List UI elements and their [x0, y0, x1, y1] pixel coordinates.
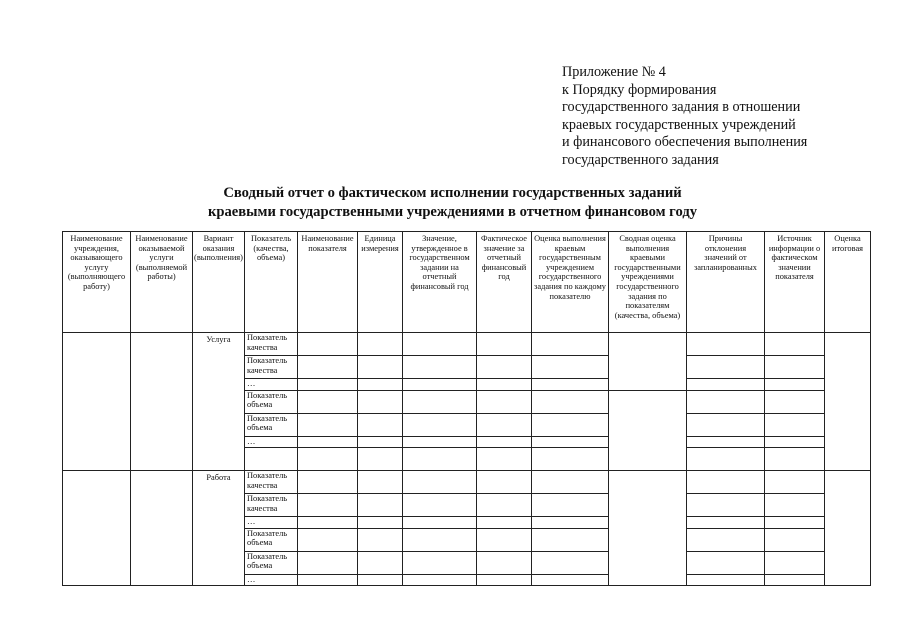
final-evaluation-cell: [825, 471, 871, 586]
title-line-2: краевыми государственными учреждениями в отчетном финансовом году: [207, 204, 697, 220]
actual-value-cell: [477, 494, 532, 517]
appendix-line: государственного задания: [562, 151, 719, 168]
actual-value-cell: [477, 356, 532, 379]
indicator-cell: Показатель объема: [245, 390, 298, 413]
indicator-name-cell: [298, 528, 358, 551]
appendix-line: государственного задания в отношении: [562, 99, 801, 116]
indicator-cell: Показатель качества: [245, 494, 298, 517]
indicator-name-cell: [298, 448, 358, 471]
indicator-cell: Показатель объема: [245, 551, 298, 574]
indicator-cell: Показатель качества: [245, 471, 298, 494]
actual-value-cell: [477, 517, 532, 529]
source-cell: [765, 379, 825, 391]
column-header: Вариант оказания (выполнения): [193, 232, 245, 333]
approved-value-cell: [403, 551, 477, 574]
source-cell: [765, 333, 825, 356]
appendix-line: краевых государственных учреждений: [562, 116, 796, 133]
source-cell: [765, 436, 825, 448]
source-cell: [765, 390, 825, 413]
column-header: Причины отклонения значений от запланированных: [687, 232, 765, 333]
summary-evaluation-cell: [609, 333, 687, 391]
actual-value-cell: [477, 448, 532, 471]
variant-cell: Услуга: [193, 333, 245, 471]
unit-cell: [358, 574, 403, 586]
approved-value-cell: [403, 574, 477, 586]
source-cell: [765, 471, 825, 494]
column-header: Сводная оценка выполнения краевыми государственными учреждениями государственного задания по показателям (качества, объема): [609, 232, 687, 333]
unit-cell: [358, 390, 403, 413]
indicator-cell: …: [245, 517, 298, 529]
indicator-cell: Показатель объема: [245, 528, 298, 551]
evaluation-cell: [532, 551, 609, 574]
column-header: Оценка итоговая: [825, 232, 871, 333]
indicator-cell: [245, 448, 298, 471]
indicator-name-cell: [298, 379, 358, 391]
unit-cell: [358, 413, 403, 436]
evaluation-cell: [532, 413, 609, 436]
approved-value-cell: [403, 448, 477, 471]
source-cell: [765, 356, 825, 379]
evaluation-cell: [532, 471, 609, 494]
deviation-reason-cell: [687, 471, 765, 494]
column-header: Источник информации о фактическом значении показателя: [765, 232, 825, 333]
deviation-reason-cell: [687, 356, 765, 379]
deviation-reason-cell: [687, 517, 765, 529]
column-header: Значение, утвержденное в государственном задании на отчетный финансовый год: [403, 232, 477, 333]
source-cell: [765, 528, 825, 551]
summary-evaluation-cell: [609, 471, 687, 586]
approved-value-cell: [403, 379, 477, 391]
evaluation-cell: [532, 356, 609, 379]
column-header: Оценка выполнения краевым государственным учреждением государственного задания по каждому показателю: [532, 232, 609, 333]
approved-value-cell: [403, 517, 477, 529]
source-cell: [765, 517, 825, 529]
source-cell: [765, 448, 825, 471]
actual-value-cell: [477, 471, 532, 494]
final-evaluation-cell: [825, 333, 871, 471]
approved-value-cell: [403, 413, 477, 436]
approved-value-cell: [403, 356, 477, 379]
title-line-1: Сводный отчет о фактическом исполнении государственных заданий: [223, 185, 682, 201]
indicator-name-cell: [298, 494, 358, 517]
appendix-note: [562, 64, 892, 170]
evaluation-cell: [532, 517, 609, 529]
actual-value-cell: [477, 390, 532, 413]
approved-value-cell: [403, 471, 477, 494]
evaluation-cell: [532, 494, 609, 517]
actual-value-cell: [477, 551, 532, 574]
table-row: [63, 471, 871, 483]
indicator-cell: …: [245, 574, 298, 586]
indicator-name-cell: [298, 413, 358, 436]
indicator-cell: Показатель качества: [245, 333, 298, 356]
indicator-name-cell: [298, 436, 358, 448]
actual-value-cell: [477, 413, 532, 436]
indicator-name-cell: [298, 390, 358, 413]
source-cell: [765, 494, 825, 517]
evaluation-cell: [532, 390, 609, 413]
indicator-name-cell: [298, 333, 358, 356]
approved-value-cell: [403, 436, 477, 448]
indicator-cell: …: [245, 379, 298, 391]
unit-cell: [358, 448, 403, 471]
indicator-name-cell: [298, 574, 358, 586]
deviation-reason-cell: [687, 574, 765, 586]
appendix-line: и финансового обеспечения выполнения: [562, 134, 808, 151]
report-table: [62, 231, 871, 586]
actual-value-cell: [477, 379, 532, 391]
unit-cell: [358, 436, 403, 448]
service-cell: [131, 471, 193, 586]
source-cell: [765, 551, 825, 574]
evaluation-cell: [532, 574, 609, 586]
appendix-line: к Порядку формирования: [562, 81, 717, 98]
unit-cell: [358, 379, 403, 391]
deviation-reason-cell: [687, 436, 765, 448]
table-body: [63, 333, 871, 586]
approved-value-cell: [403, 333, 477, 356]
unit-cell: [358, 494, 403, 517]
evaluation-cell: [532, 436, 609, 448]
variant-cell: Работа: [193, 471, 245, 586]
indicator-name-cell: [298, 551, 358, 574]
evaluation-cell: [532, 448, 609, 471]
deviation-reason-cell: [687, 551, 765, 574]
indicator-name-cell: [298, 356, 358, 379]
indicator-cell: Показатель качества: [245, 356, 298, 379]
deviation-reason-cell: [687, 379, 765, 391]
unit-cell: [358, 551, 403, 574]
source-cell: [765, 413, 825, 436]
deviation-reason-cell: [687, 448, 765, 471]
indicator-name-cell: [298, 471, 358, 494]
evaluation-cell: [532, 528, 609, 551]
appendix-line: Приложение № 4: [562, 64, 666, 80]
table-header-row: [63, 232, 871, 333]
deviation-reason-cell: [687, 528, 765, 551]
deviation-reason-cell: [687, 390, 765, 413]
unit-cell: [358, 528, 403, 551]
unit-cell: [358, 356, 403, 379]
unit-cell: [358, 471, 403, 494]
unit-cell: [358, 517, 403, 529]
evaluation-cell: [532, 379, 609, 391]
column-header: Фактическое значение за отчетный финансовый год: [477, 232, 532, 333]
evaluation-cell: [532, 333, 609, 356]
approved-value-cell: [403, 528, 477, 551]
approved-value-cell: [403, 390, 477, 413]
approved-value-cell: [403, 494, 477, 517]
column-header: Единица измерения: [358, 232, 403, 333]
indicator-cell: …: [245, 436, 298, 448]
deviation-reason-cell: [687, 494, 765, 517]
actual-value-cell: [477, 436, 532, 448]
deviation-reason-cell: [687, 333, 765, 356]
indicator-cell: Показатель объема: [245, 413, 298, 436]
actual-value-cell: [477, 574, 532, 586]
deviation-reason-cell: [687, 413, 765, 436]
indicator-name-cell: [298, 517, 358, 529]
institution-cell: [63, 333, 131, 471]
column-header: Показатель (качества, объема): [245, 232, 298, 333]
column-header: Наименование показателя: [298, 232, 358, 333]
summary-evaluation-cell: [609, 390, 687, 471]
unit-cell: [358, 333, 403, 356]
column-header: Наименование учреждения, оказывающего услугу (выполняющего работу): [63, 232, 131, 333]
institution-cell: [63, 471, 131, 586]
column-header: Наименование оказываемой услуги (выполняемой работы): [131, 232, 193, 333]
table-row: [63, 333, 871, 345]
service-cell: [131, 333, 193, 471]
actual-value-cell: [477, 528, 532, 551]
actual-value-cell: [477, 333, 532, 356]
document-title: [0, 184, 905, 222]
source-cell: [765, 574, 825, 586]
